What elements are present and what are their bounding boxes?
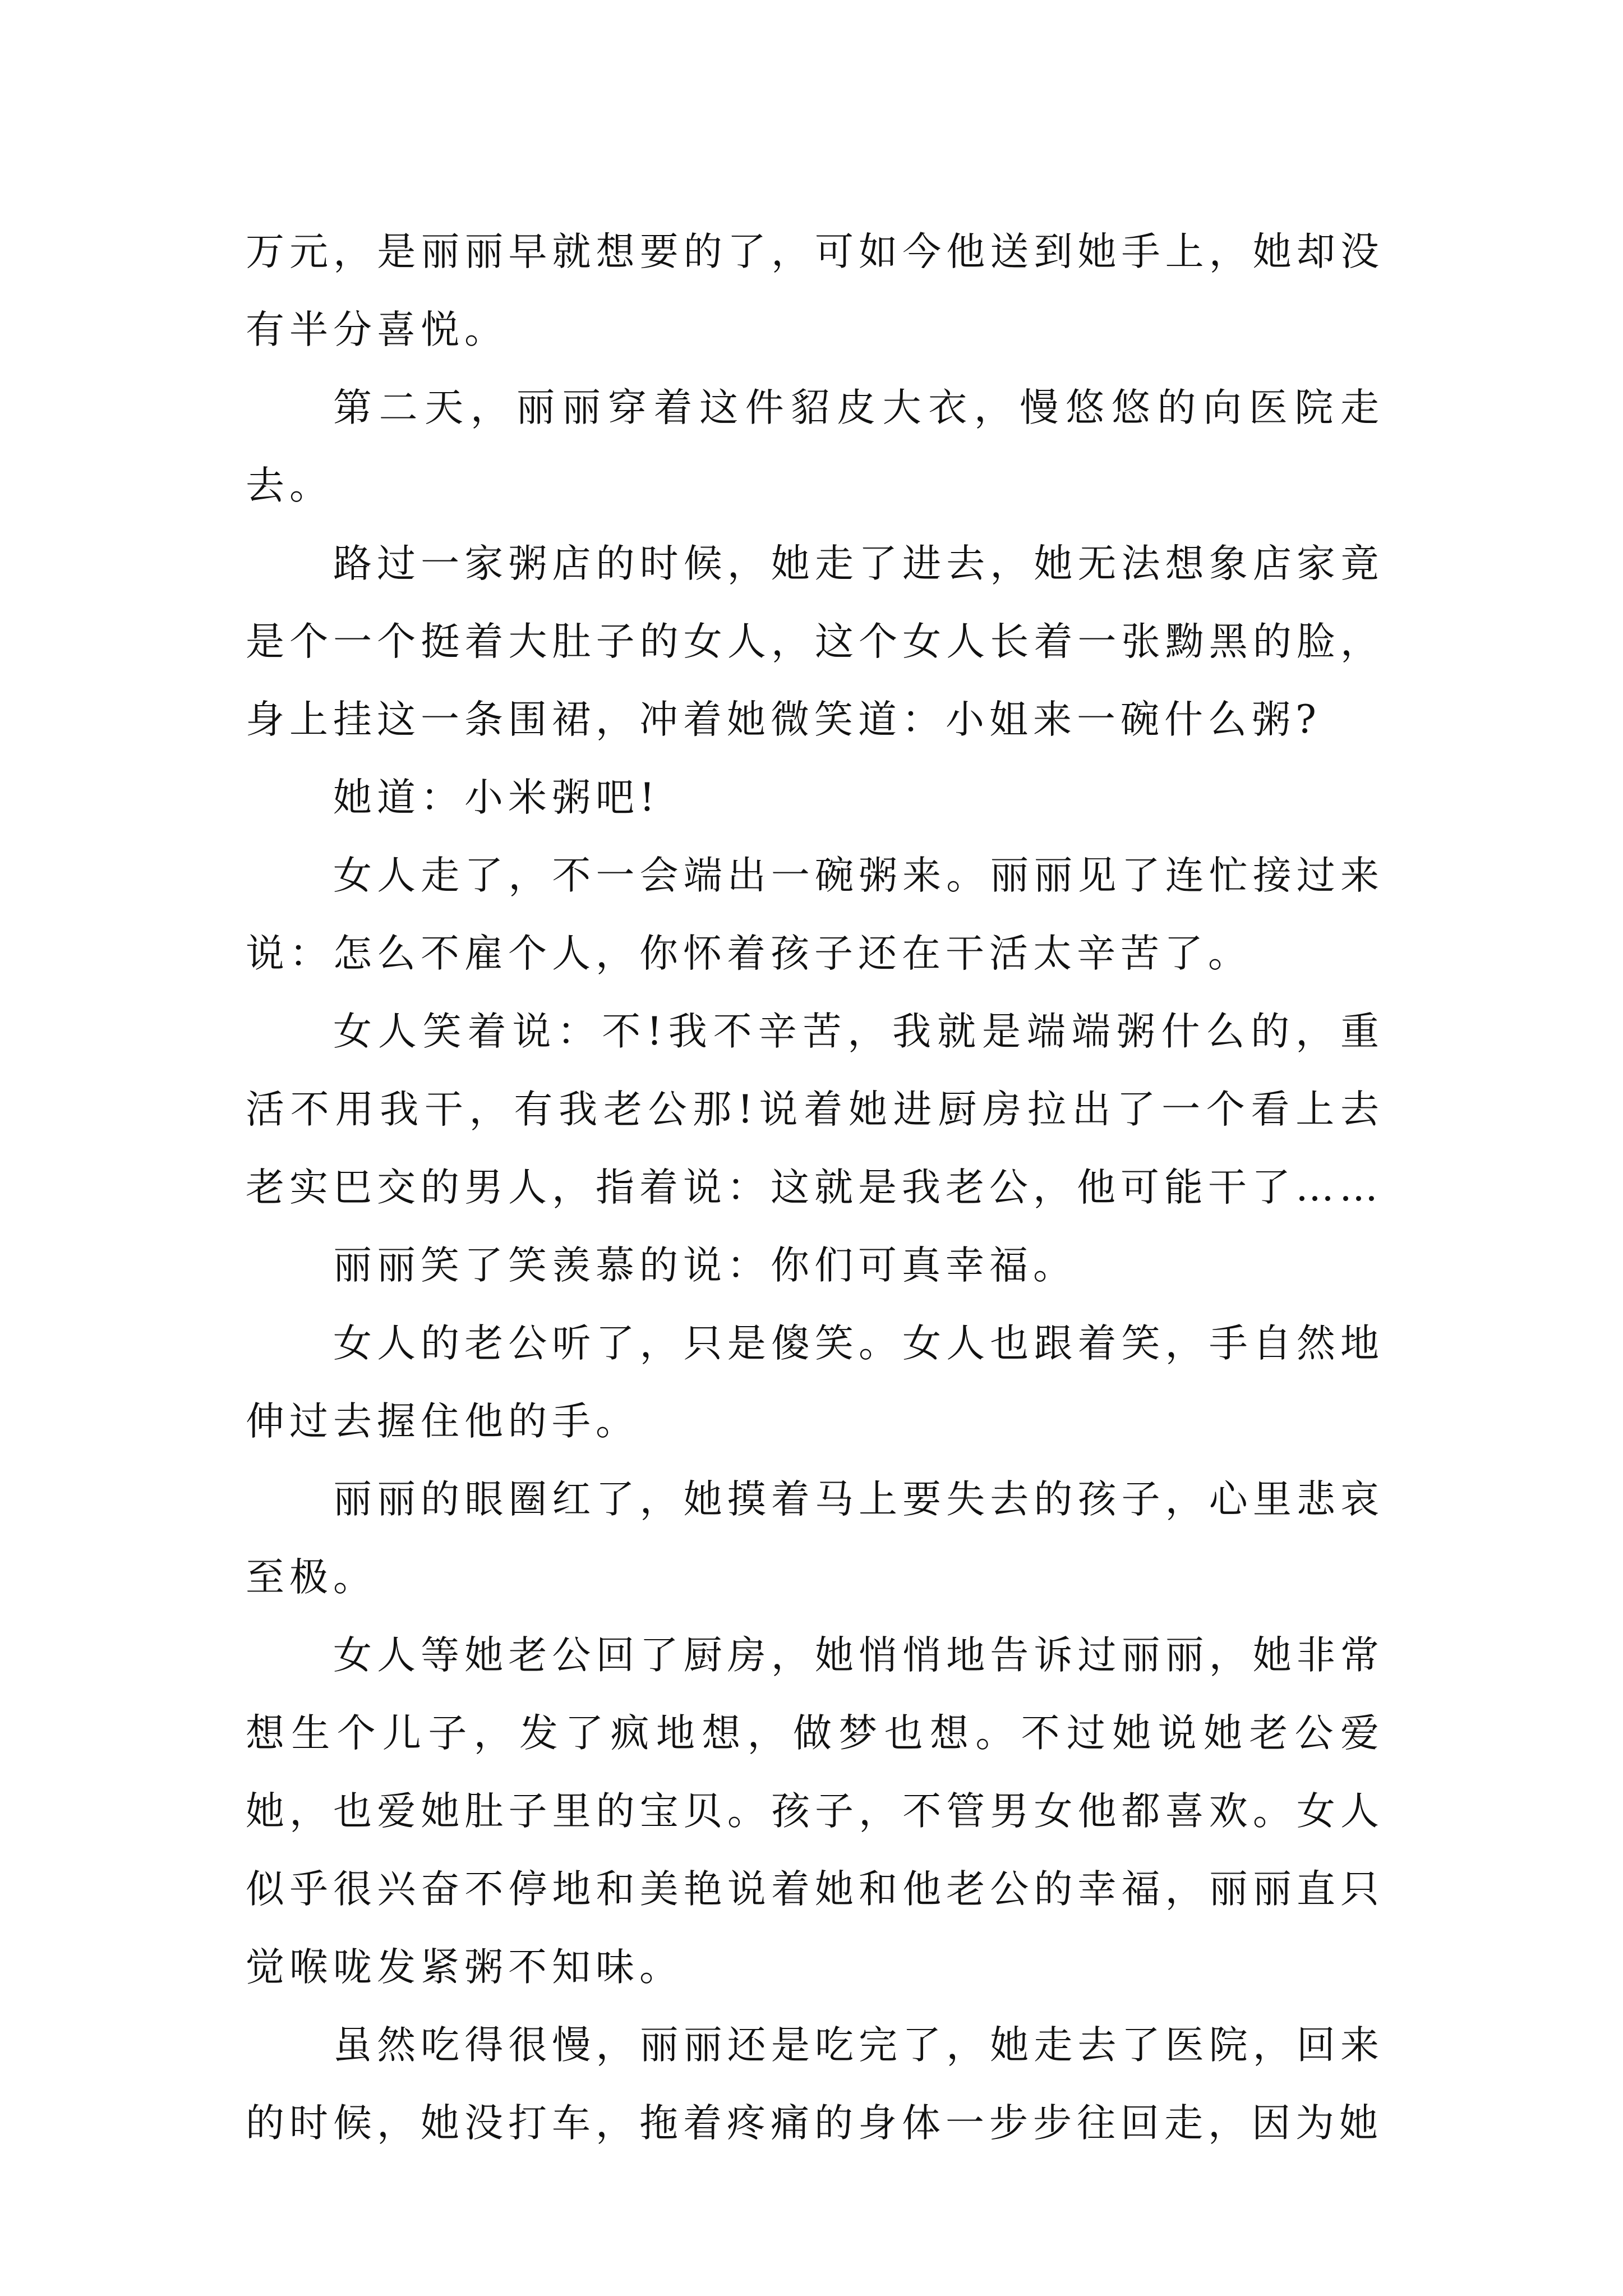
paragraph-1: 万元，是丽丽早就想要的了，可如今他送到她手上，她却没有半分喜悦。 [246,229,1384,352]
paragraph-10: 女人等她老公回了厨房，她悄悄地告诉过丽丽，她非常想生个儿子，发了疯地想，做梦也想。不过她说她老公爱她，也爱她肚子里的宝贝。孩子，不管男女他都喜欢。女人似乎很兴奋不停地和美艳说着她和他老公的幸福，丽丽直只觉喉咙发紧粥不知味。 [246,1633,1384,1990]
paragraph-3: 路过一家粥店的时候，她走了进去，她无法想象店家竟是个一个挺着大肚子的女人，这个女人长着一张黝黑的脸，身上挂这一条围裙，冲着她微笑道：小姐来一碗什么粥? [246,541,1384,742]
paragraph-5: 女人走了，不一会端出一碗粥来。丽丽见了连忙接过来说：怎么不雇个人，你怀着孩子还在干活太辛苦了。 [246,853,1384,976]
body-text [246,213,1384,2162]
paragraph-8: 女人的老公听了，只是傻笑。女人也跟着笑，手自然地伸过去握住他的手。 [246,1321,1384,1444]
paragraph-7: 丽丽笑了笑羡慕的说：你们可真幸福。 [333,1243,1077,1288]
paragraph-9: 丽丽的眼圈红了，她摸着马上要失去的孩子，心里悲哀至极。 [246,1477,1384,1600]
paragraph-2: 第二天，丽丽穿着这件貂皮大衣，慢悠悠的向医院走去。 [246,385,1384,508]
paragraph-11: 虽然吃得很慢，丽丽还是吃完了，她走去了医院，回来的时候，她没打车，拖着疼痛的身体一步步往回走，因为她 [246,2023,1384,2146]
paragraph-4: 她道：小米粥吧! [333,775,660,820]
paragraph-6: 女人笑着说：不!我不辛苦，我就是端端粥什么的，重活不用我干，有我老公那!说着她进厨房拉出了一个看上去老实巴交的男人，指着说：这就是我老公，他可能干了…… [246,1009,1384,1210]
